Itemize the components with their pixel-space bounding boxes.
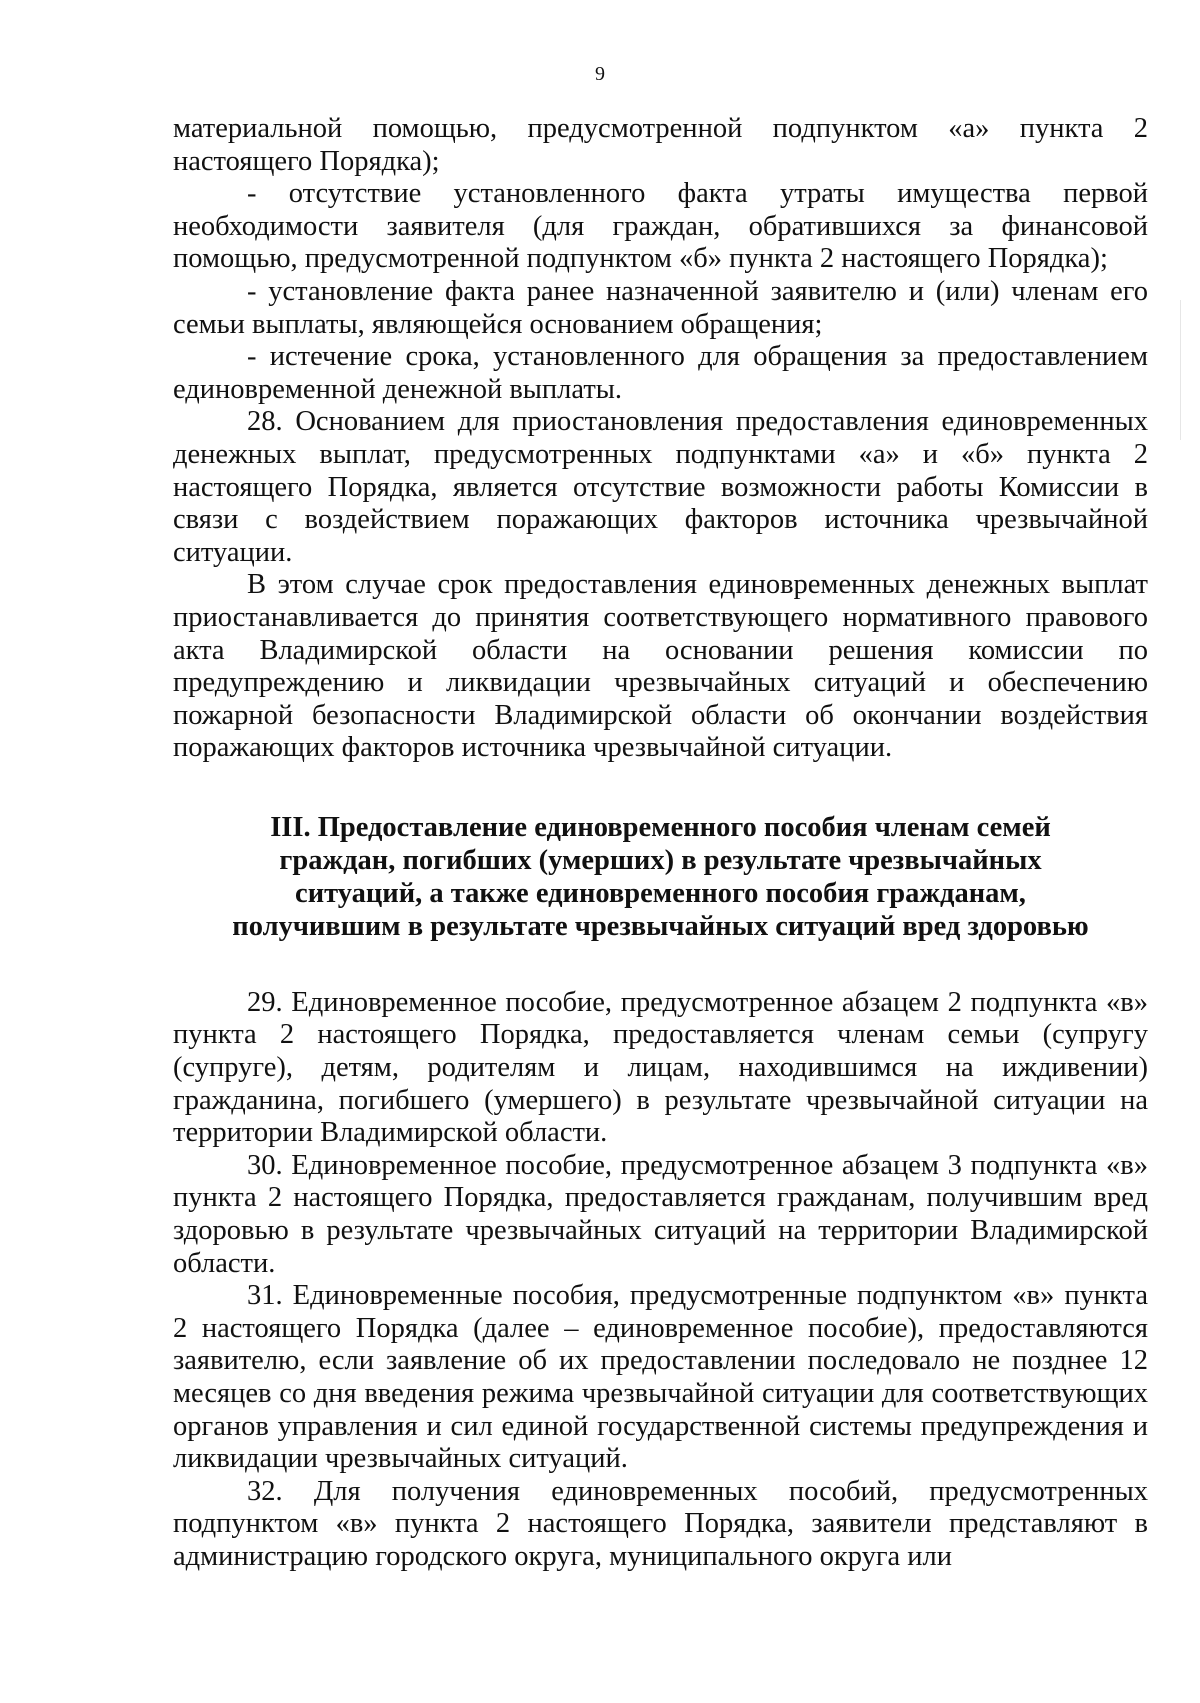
section-heading-line: III. Предоставление единовременного пособия членам семей [270, 811, 1051, 843]
paragraph-32: 32. Для получения единовременных пособий, предусмотренных подпунктом «в» пункта 2 настоящего Порядка, заявители представляют в администрацию городского округа, муниципального округа или [173, 1475, 1148, 1572]
paragraph-suspension: В этом случае срок предоставления единовременных денежных выплат приостанавливается до принятия соответствующего нормативного правового акта Владимирской области на основании решения комиссии по предупреждению и ликвидации чрезвычайных ситуаций и обеспечению пожарной безопасности Владимирской области об окончании воздействия поражающих факторов источника чрезвычайной ситуации. [173, 569, 1148, 764]
paragraph-28: 28. Основанием для приостановления предоставления единовременных денежных выплат, предусмотренных подпунктами «а» и «б» пункта 2 настоящего Порядка, является отсутствие возможности работы Комиссии в связи с воздействием поражающих факторов источника чрезвычайной ситуации. [173, 406, 1148, 568]
scan-edge-line [1180, 300, 1181, 440]
page-number: 9 [595, 63, 605, 85]
paragraph-30: 30. Единовременное пособие, предусмотренное абзацем 3 подпункта «в» пункта 2 настоящего Порядка, предоставляется гражданам, получившим вред здоровью в результате чрезвычайных ситуаций на территории Владимирской области. [173, 1149, 1148, 1279]
paragraph-31: 31. Единовременные пособия, предусмотренные подпунктом «в» пункта 2 настоящего Порядка (далее – единовременное пособие), предоставляются заявителю, если заявление об их предоставлении последовало не позднее 12 месяцев со дня введения режима чрезвычайной ситуации для соответствующих органов управления и сил единой государственной системы предупреждения и ликвидации чрезвычайных ситуаций. [173, 1280, 1148, 1475]
section-heading [173, 811, 1148, 943]
document-body [173, 113, 1148, 1574]
paragraph-continuation: материальной помощью, предусмотренной подпунктом «а» пункта 2 настоящего Порядка); [173, 113, 1148, 177]
paragraph-deadline-expired: - истечение срока, установленного для обращения за предоставлением единовременной денежной выплаты. [173, 341, 1148, 405]
section-heading-line: ситуаций, а также единовременного пособия гражданам, [295, 877, 1026, 909]
paragraph-previous-payment: - установление факта ранее назначенной заявителю и (или) членам его семьи выплаты, являющейся основанием обращения; [173, 275, 1148, 340]
section-heading-line: получившим в результате чрезвычайных ситуаций вред здоровью [232, 910, 1089, 942]
paragraph-29: 29. Единовременное пособие, предусмотренное абзацем 2 подпункта «в» пункта 2 настоящего Порядка, предоставляется членам семьи (супругу (супруге), детям, родителям и лицам, находившимся на иждивении) гражданина, погибшего (умершего) в результате чрезвычайной ситуации на территории Владимирской области. [173, 986, 1148, 1149]
paragraph-no-property-loss: - отсутствие установленного факта утраты имущества первой необходимости заявителя (для граждан, обратившихся за финансовой помощью, предусмотренной подпунктом «б» пункта 2 настоящего Порядка); [173, 178, 1148, 275]
section-heading-line: граждан, погибших (умерших) в результате чрезвычайных [279, 844, 1042, 876]
